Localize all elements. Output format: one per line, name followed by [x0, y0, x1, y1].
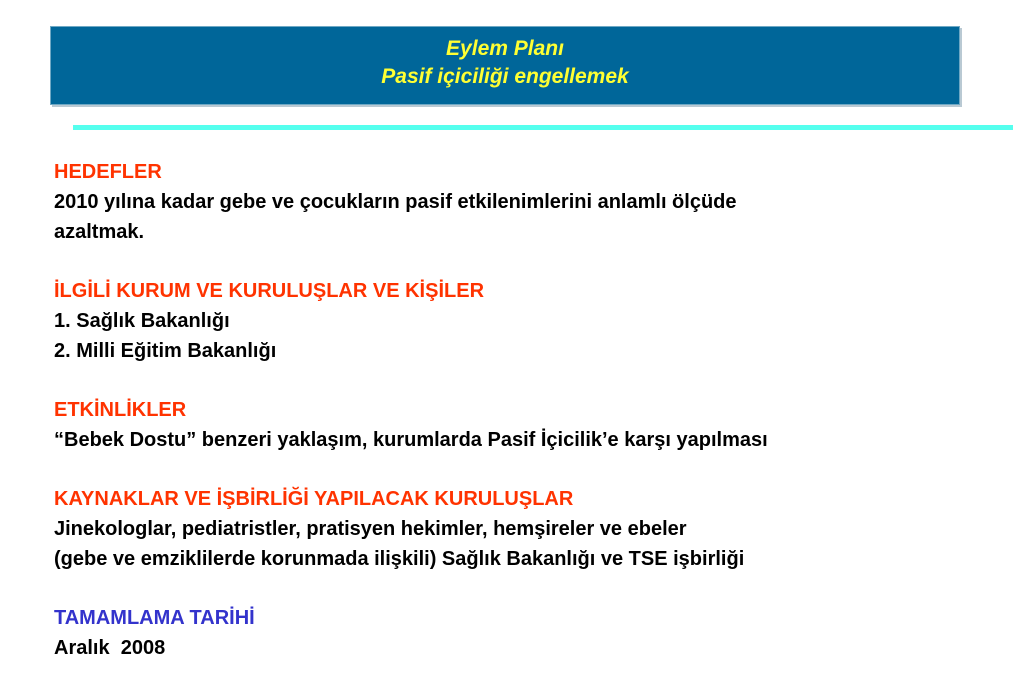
divider-rule: [73, 125, 1013, 130]
section-text-line: 2. Milli Eğitim Bakanlığı: [54, 340, 277, 362]
section-institutions: [54, 276, 984, 366]
section-heading: İLGİLİ KURUM VE KURULUŞLAR VE KİŞİLER: [54, 280, 485, 302]
section-text-line: (gebe ve emziklilerde korunmada ilişkili) Sağlık Bakanlığı ve TSE işbirliği: [54, 548, 745, 570]
title-line-1: Eylem Planı: [446, 36, 564, 60]
section-resources: [54, 484, 984, 574]
section-heading: HEDEFLER: [54, 161, 162, 183]
section-completion-date: [54, 603, 984, 663]
section-text-line: 1. Sağlık Bakanlığı: [54, 310, 230, 332]
section-activities: [54, 395, 984, 455]
section-heading: KAYNAKLAR VE İŞBİRLİĞİ YAPILACAK KURULUŞLAR: [54, 488, 574, 510]
section-heading: ETKİNLİKLER: [54, 399, 187, 421]
section-text-line: Jinekologlar, pediatristler, pratisyen hekimler, hemşireler ve ebeler: [54, 518, 687, 540]
section-text-line: 2010 yılına kadar gebe ve çocukların pasif etkilenimlerini anlamlı ölçüde: [54, 191, 737, 213]
title-line-2: Pasif içiciliği engellemek: [381, 64, 629, 88]
section-text-line: “Bebek Dostu” benzeri yaklaşım, kurumlarda Pasif İçicilik’e karşı yapılması: [54, 429, 768, 451]
section-text-line: azaltmak.: [54, 221, 145, 243]
section-goals: [54, 157, 984, 247]
plan-content: [54, 157, 984, 692]
completion-date: Aralık 2008: [54, 637, 166, 659]
title-banner: [50, 26, 960, 105]
section-heading: TAMAMLAMA TARİHİ: [54, 607, 255, 629]
